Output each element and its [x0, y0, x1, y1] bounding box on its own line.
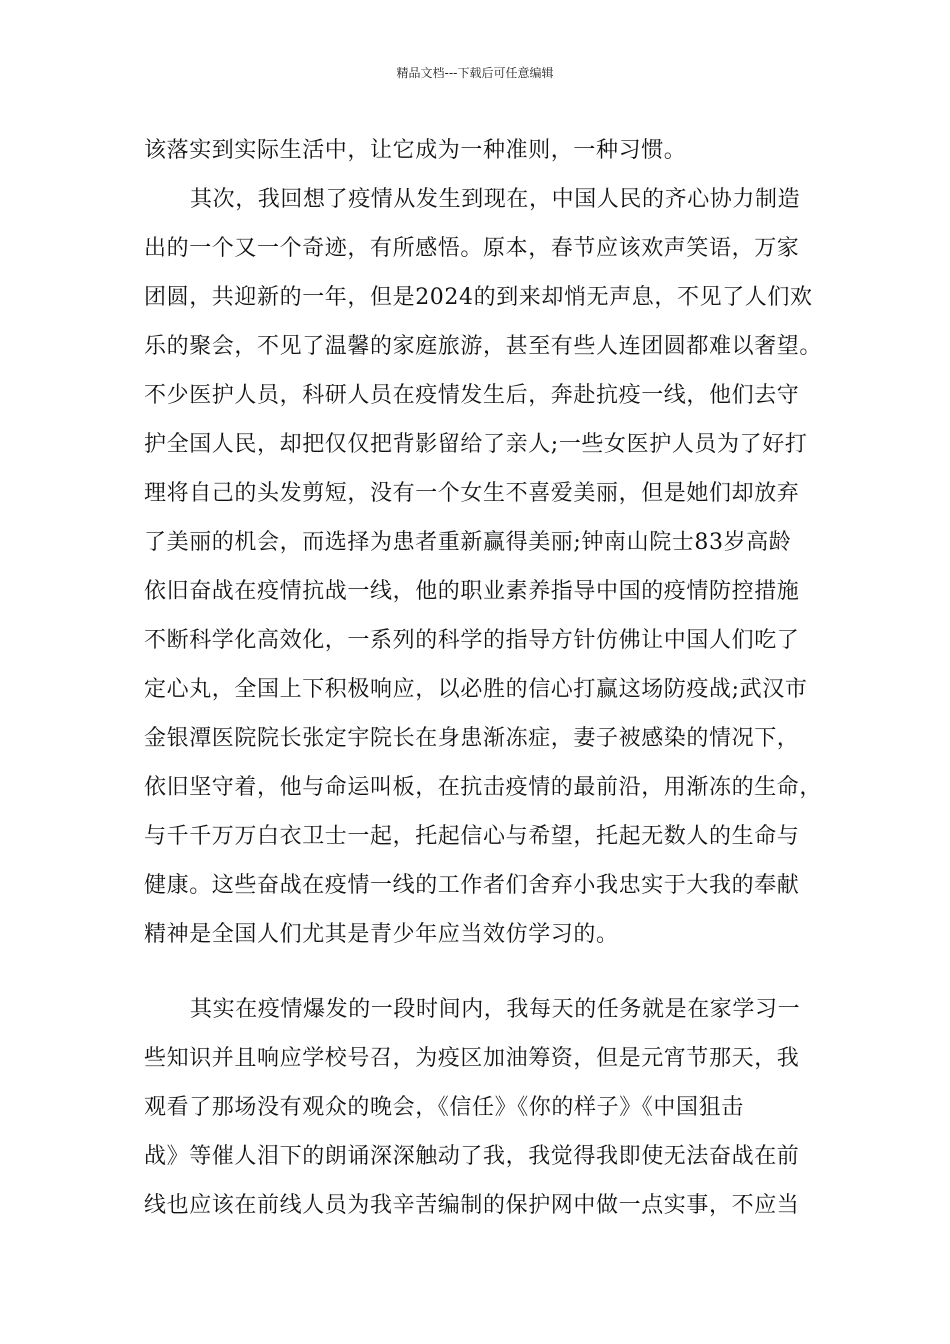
text-line: 不少医护人员，科研人员在疫情发生后，奔赴抗疫一线，他们去守: [144, 383, 800, 408]
text-line: 出的一个又一个奇迹，有所感悟。原本，春节应该欢声笑语，万家: [144, 236, 800, 261]
text-line: 其实在疫情爆发的一段时间内，我每天的任务就是在家学习一: [190, 997, 801, 1022]
text-line: 些知识并且响应学校号召，为疫区加油筹资，但是元宵节那天，我: [144, 1046, 800, 1071]
paragraph: [144, 985, 814, 1230]
paragraph: [144, 126, 814, 175]
text-line: 了美丽的机会，而选择为患者重新赢得美丽;钟南山院士83岁高龄: [144, 530, 792, 555]
text-line: 团圆，共迎新的一年，但是2024的到来却悄无声息，不见了人们欢: [144, 285, 813, 310]
text-line: 理将自己的头发剪短，没有一个女生不喜爱美丽，但是她们却放弃: [144, 481, 800, 506]
text-line: 健康。这些奋战在疫情一线的工作者们舍弃小我忠实于大我的奉献: [144, 873, 800, 898]
page-header: 精品文档---下载后可任意编辑: [396, 66, 554, 80]
text-line: 护全国人民，却把仅仅把背影留给了亲人;一些女医护人员为了好打: [144, 432, 808, 457]
text-line: 战》等催人泪下的朗诵深深触动了我，我觉得我即使无法奋战在前: [144, 1144, 800, 1169]
paragraph-gap: [144, 959, 814, 985]
text-line: 乐的聚会，不见了温馨的家庭旅游，甚至有些人连团圆都难以奢望。: [144, 334, 823, 359]
text-line: 不断科学化高效化，一系列的科学的指导方针仿佛让中国人们吃了: [144, 628, 800, 653]
text-line: 金银潭医院院长张定宇院长在身患渐冻症，妻子被感染的情况下，: [144, 726, 800, 751]
text-line: 线也应该在前线人员为我辛苦编制的保护网中做一点实事，不应当: [144, 1193, 800, 1218]
text-line: 精神是全国人们尤其是青少年应当效仿学习的。: [144, 922, 619, 947]
text-line: 定心丸，全国上下积极响应，以必胜的信心打赢这场防疫战;武汉市: [144, 677, 808, 702]
text-line: 该落实到实际生活中，让它成为一种准则，一种习惯。: [144, 138, 687, 163]
text-line: 观看了那场没有观众的晚会，《信任》《你的样子》《中国狙击: [144, 1095, 744, 1120]
text-line: 与千千万万白衣卫士一起，托起信心与希望，托起无数人的生命与: [144, 824, 800, 849]
paragraph: [144, 175, 823, 959]
document-body: [144, 126, 823, 1230]
text-line: 依旧奋战在疫情抗战一线，他的职业素养指导中国的疫情防控措施: [144, 579, 800, 604]
text-line: 依旧坚守着，他与命运叫板，在抗击疫情的最前沿，用渐冻的生命，: [144, 775, 823, 800]
text-line: 其次，我回想了疫情从发生到现在，中国人民的齐心协力制造: [190, 187, 801, 212]
